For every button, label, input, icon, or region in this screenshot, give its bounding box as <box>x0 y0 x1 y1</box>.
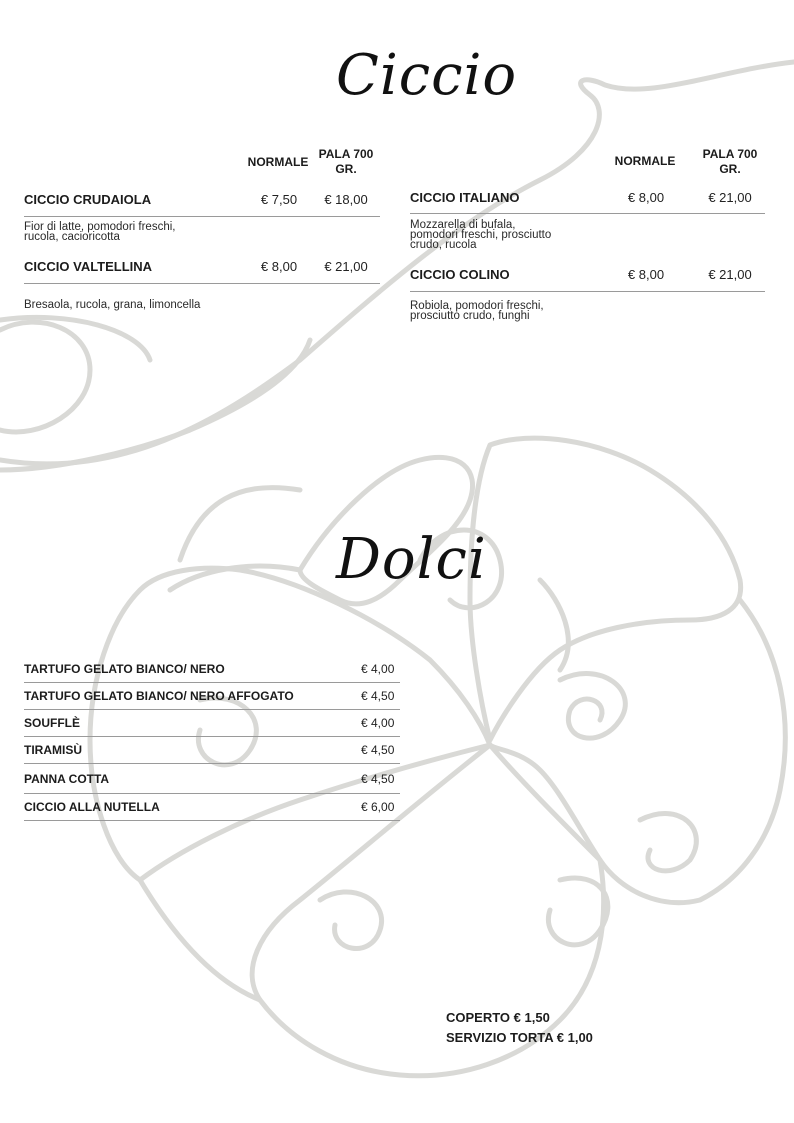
row-divider <box>410 291 765 292</box>
coperto-note: COPERTO € 1,50 <box>446 1010 550 1025</box>
menu-item-price-pala: € 18,00 <box>324 192 368 207</box>
dessert-price: € 4,00 <box>361 716 395 730</box>
dessert-row <box>24 710 400 737</box>
menu-item-description: Robiola, pomodori freschi, prosciutto crudo, funghi <box>410 300 544 322</box>
menu-item-description: Mozzarella di bufala, pomodori freschi, prosciutto crudo, rucola <box>410 219 552 251</box>
header-pala-right: PALA 700 GR. <box>702 147 758 176</box>
dessert-price: € 4,00 <box>361 662 395 676</box>
dessert-name: TIRAMISÙ <box>24 743 82 757</box>
dessert-row <box>24 794 400 821</box>
dessert-price: € 4,50 <box>361 743 395 757</box>
dessert-row <box>24 737 400 764</box>
row-divider <box>24 283 380 284</box>
dessert-price: € 6,00 <box>361 800 395 814</box>
dessert-row <box>24 656 400 683</box>
menu-item-price-normale: € 8,00 <box>627 190 665 205</box>
menu-item-price-pala: € 21,00 <box>708 190 752 205</box>
dolci-section-title: Dolci <box>336 527 487 592</box>
row-divider <box>24 216 380 217</box>
menu-item-description: Bresaola, rucola, grana, limoncella <box>24 299 201 311</box>
dessert-name: CICCIO ALLA NUTELLA <box>24 800 160 814</box>
dessert-name: TARTUFO GELATO BIANCO/ NERO AFFOGATO <box>24 689 294 703</box>
menu-item-name: CICCIO ITALIANO <box>410 190 520 205</box>
menu-item-description: Fior di latte, pomodori freschi, rucola, cacioricotta <box>24 221 176 243</box>
menu-item-price-normale: € 8,00 <box>627 267 665 282</box>
dessert-name: PANNA COTTA <box>24 772 110 786</box>
menu-item-name: CICCIO CRUDAIOLA <box>24 192 152 207</box>
menu-item-price-normale: € 8,00 <box>260 259 298 274</box>
ciccio-section-title: Ciccio <box>336 43 518 108</box>
servizio-torta-note: SERVIZIO TORTA € 1,00 <box>446 1030 593 1045</box>
row-divider <box>410 213 765 214</box>
dessert-price: € 4,50 <box>361 772 395 786</box>
menu-item-name: CICCIO COLINO <box>410 267 510 282</box>
menu-item-price-pala: € 21,00 <box>324 259 368 274</box>
dessert-price: € 4,50 <box>361 689 395 703</box>
dessert-name: SOUFFLÈ <box>24 716 80 730</box>
menu-item-price-pala: € 21,00 <box>708 267 752 282</box>
dessert-name: TARTUFO GELATO BIANCO/ NERO <box>24 662 225 676</box>
menu-item-price-normale: € 7,50 <box>260 192 298 207</box>
menu-item-name: CICCIO VALTELLINA <box>24 259 153 274</box>
row-divider <box>24 820 400 821</box>
header-normale-right: NORMALE <box>614 154 676 168</box>
dessert-row <box>24 764 400 794</box>
header-pala-left: PALA 700 GR. <box>318 147 374 176</box>
header-normale-left: NORMALE <box>247 155 309 169</box>
dessert-row <box>24 683 400 710</box>
